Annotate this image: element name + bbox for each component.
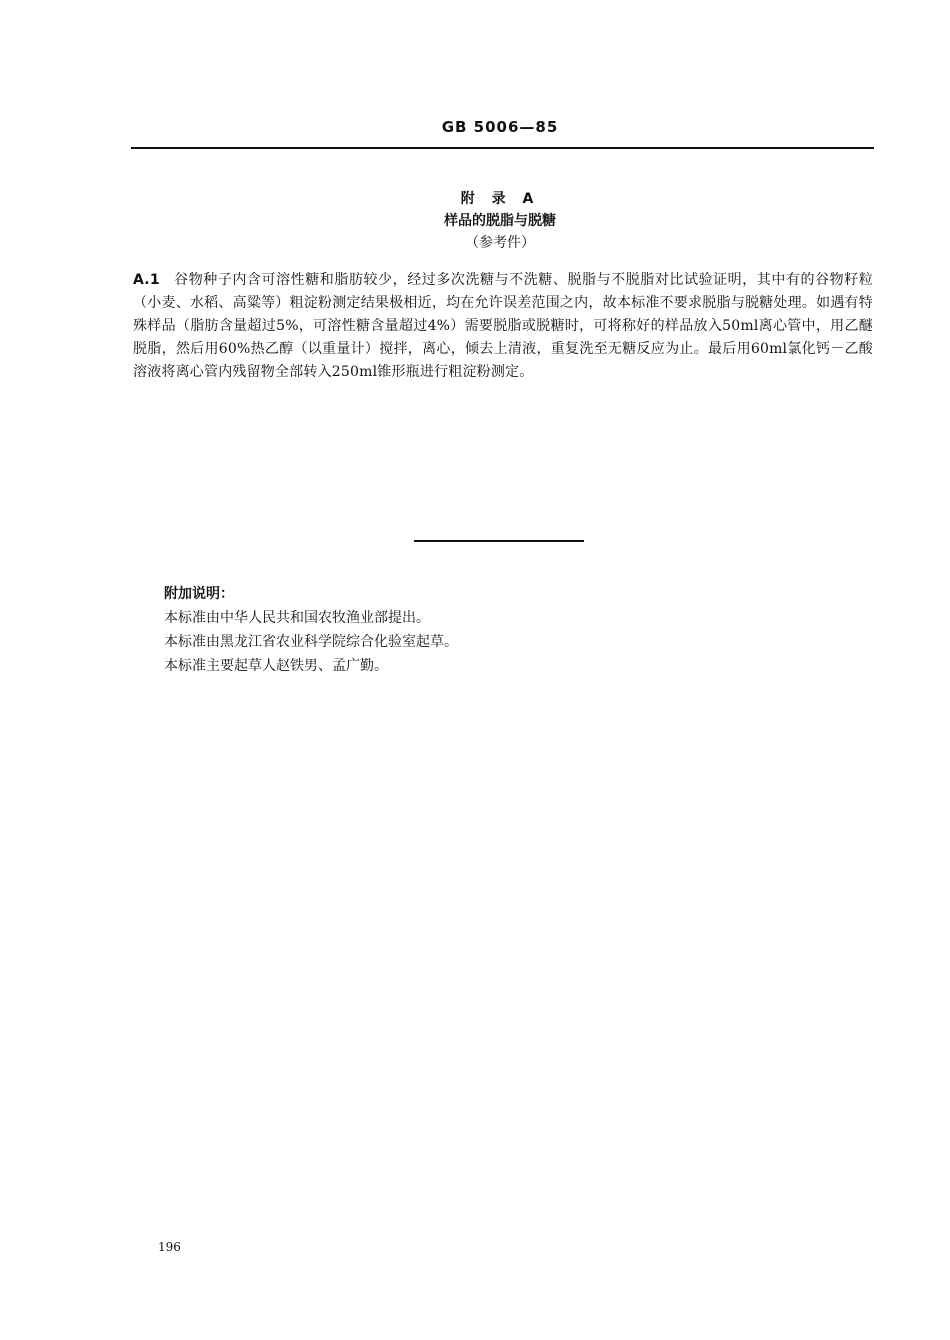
end-rule — [414, 540, 584, 542]
clause-number: A.1 — [133, 272, 160, 288]
additional-notes — [164, 582, 458, 678]
clause-a1 — [133, 269, 873, 384]
header-rule — [131, 147, 874, 149]
notes-title: 附加说明： — [164, 586, 234, 602]
standard-code-header: GB 5006—85 — [441, 118, 559, 136]
appendix-type: （参考件） — [465, 235, 535, 251]
appendix-title: 样品的脱脂与脱糖 — [444, 213, 556, 229]
notes-line: 本标准由中华人民共和国农牧渔业部提出。 — [164, 610, 430, 626]
notes-line: 本标准由黑龙江省农业科学院综合化验室起草。 — [164, 634, 458, 650]
clause-text: 谷物种子内含可溶性糖和脂肪较少，经过多次洗糖与不洗糖、脱脂与不脱脂对比试验证明，其中有的谷物籽粒（小麦、水稻、高粱等）粗淀粉测定结果极相近，均在允许误差范围之内，故本标准不要求脱脂与脱糖处理。如遇有特殊样品（脂肪含量超过5%，可溶性糖含量超过4%）需要脱脂或脱糖时，可将称好的样品放入50ml离心管中，用乙醚脱脂，然后用60%热乙醇（以重量计）搅拌，离心，倾去上清液，重复洗至无糖反应为止。最后用60ml氯化钙－乙酸溶液将离心管内残留物全部转入250ml锥形瓶进行粗淀粉测定。 — [133, 272, 873, 380]
page-number: 196 — [158, 1240, 181, 1254]
appendix-label: 附 录 A — [460, 191, 540, 207]
notes-line: 本标准主要起草人赵铁男、孟广勤。 — [164, 658, 388, 674]
